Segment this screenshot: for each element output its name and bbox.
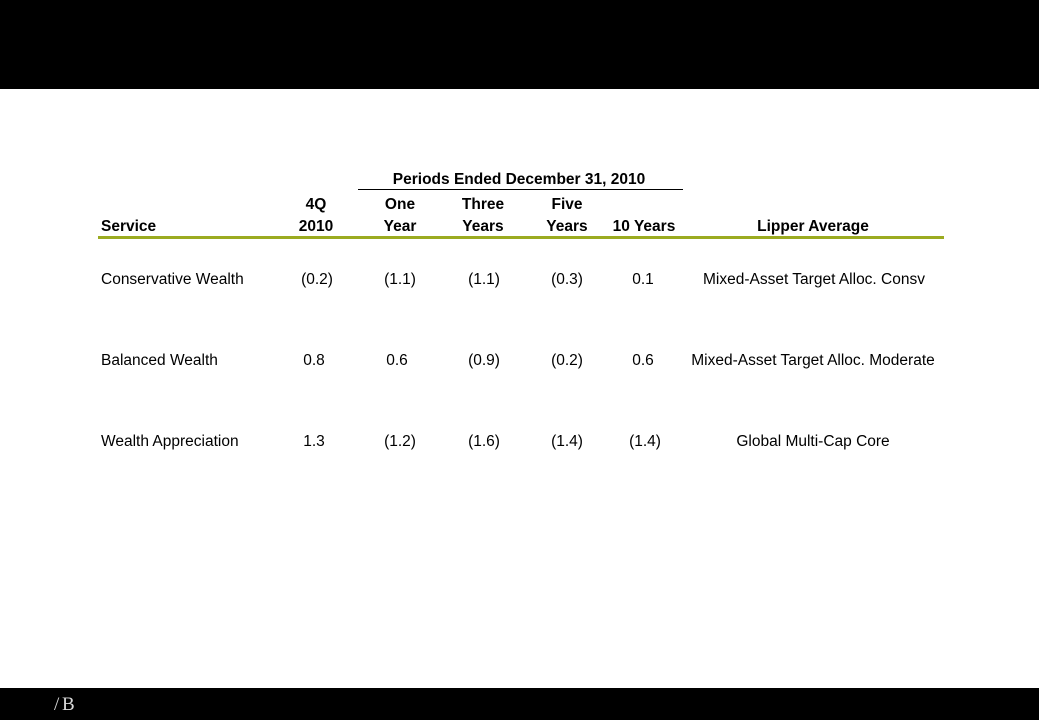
top-banner xyxy=(0,0,1039,89)
period-header-underline xyxy=(358,189,683,190)
row-service: Wealth Appreciation xyxy=(101,433,239,450)
row-service: Balanced Wealth xyxy=(101,352,218,369)
row-five-years: (0.2) xyxy=(551,352,583,369)
row-three-years: (0.9) xyxy=(468,352,500,369)
col-header-ten-years: 10 Years xyxy=(612,218,676,235)
col-header-three-years-line2: Years xyxy=(462,218,504,235)
row-one-year: (1.2) xyxy=(384,433,416,450)
col-header-4q-line1: 4Q xyxy=(305,196,327,213)
col-header-five-years-line2: Years xyxy=(546,218,588,235)
row-one-year: (1.1) xyxy=(384,271,416,288)
row-lipper-average: Mixed-Asset Target Alloc. Moderate xyxy=(691,352,935,369)
header-rule xyxy=(98,236,944,239)
row-4q: 0.8 xyxy=(303,352,325,369)
period-header: Periods Ended December 31, 2010 xyxy=(392,171,646,188)
col-header-five-years-line1: Five xyxy=(551,196,583,213)
logo-slash-glyph: / xyxy=(54,694,57,715)
col-header-one-year-line2: Year xyxy=(383,218,417,235)
row-five-years: (1.4) xyxy=(551,433,583,450)
row-ten-years: 0.6 xyxy=(632,352,654,369)
row-4q: (0.2) xyxy=(301,271,333,288)
row-lipper-average: Mixed-Asset Target Alloc. Consv xyxy=(703,271,925,288)
col-header-4q-line2: 2010 xyxy=(298,218,334,235)
row-three-years: (1.6) xyxy=(468,433,500,450)
row-lipper-average: Global Multi-Cap Core xyxy=(736,433,890,450)
row-three-years: (1.1) xyxy=(468,271,500,288)
logo-b-glyph: B xyxy=(62,694,72,715)
row-ten-years: (1.4) xyxy=(629,433,661,450)
row-five-years: (0.3) xyxy=(551,271,583,288)
col-header-one-year-line1: One xyxy=(384,196,416,213)
col-header-lipper-average: Lipper Average xyxy=(757,218,869,235)
row-4q: 1.3 xyxy=(303,433,325,450)
ab-logo xyxy=(52,694,84,716)
footer-banner xyxy=(0,688,1039,720)
row-one-year: 0.6 xyxy=(386,352,408,369)
col-header-service: Service xyxy=(101,218,157,235)
col-header-three-years-line1: Three xyxy=(461,196,505,213)
row-ten-years: 0.1 xyxy=(632,271,654,288)
row-service: Conservative Wealth xyxy=(101,271,244,288)
